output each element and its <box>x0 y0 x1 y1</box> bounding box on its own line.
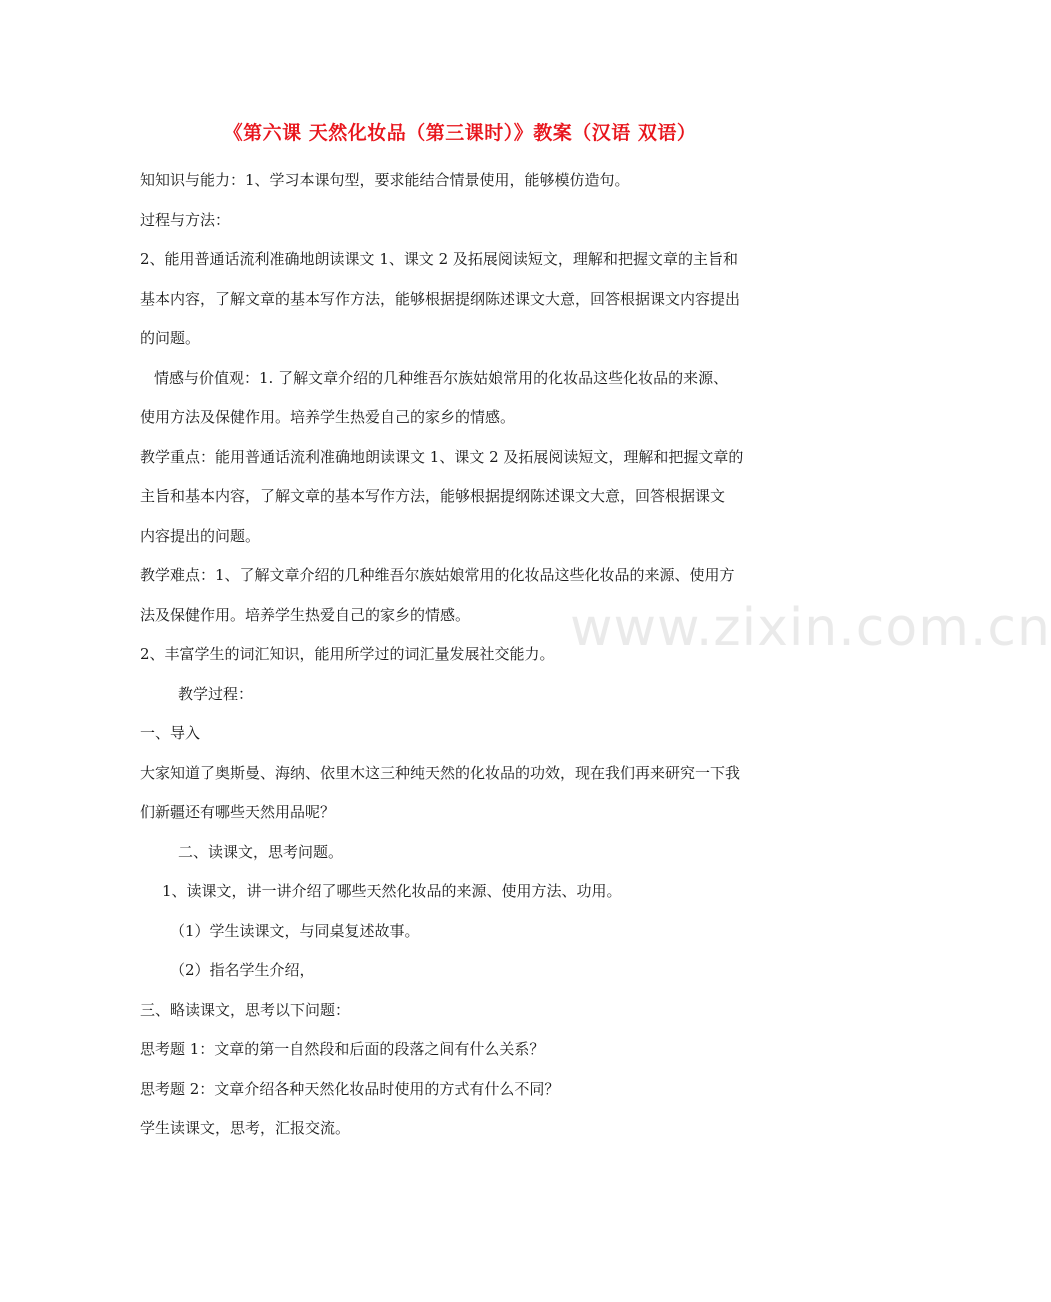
paragraph-knowledge-ability: 知知识与能力：1、学习本课句型，要求能结合情景使用，能够模仿造句。 <box>140 171 630 189</box>
document-title: 《第六课 天然化妆品（第三课时）》教案（汉语 双语） <box>223 122 697 144</box>
paragraph-question-1: 思考题 1：文章的第一自然段和后面的段落之间有什么关系？ <box>140 1040 545 1058</box>
paragraph-question-2: 思考题 2：文章介绍各种天然化妆品时使用的方式有什么不同？ <box>140 1079 560 1098</box>
paragraph-line: 内容提出的问题。 <box>140 526 261 545</box>
heading-teaching-process: 教学过程： <box>178 684 254 703</box>
paragraph-line: 法及保健作用。培养学生热爱自己的家乡的情感。 <box>140 605 471 624</box>
paragraph-line: 大家知道了奥斯曼、海纳、依里木这三种纯天然的化妆品的功效，现在我们再来研究一下我 <box>140 763 741 782</box>
paragraph-line: 学生读课文，思考，汇报交流。 <box>140 1119 351 1137</box>
document-body <box>140 161 784 1149</box>
paragraph-line: 主旨和基本内容，了解文章的基本写作方法，能够根据提纲陈述课文大意，回答根据课文 <box>140 487 726 505</box>
paragraph-teaching-focus: 教学重点：能用普通话流利准确地朗读课文 1、课文 2 及拓展阅读短文，理解和把握文章的 <box>140 447 744 466</box>
paragraph-line: 们新疆还有哪些天然用品呢？ <box>140 803 336 821</box>
paragraph-line: 基本内容，了解文章的基本写作方法，能够根据提纲陈述课文大意，回答根据课文内容提出 <box>140 289 741 308</box>
paragraph-step-1-2: （2）指名学生介绍， <box>170 961 315 979</box>
heading-process-method: 过程与方法： <box>140 210 231 229</box>
paragraph-step-1: 1、读课文，讲一讲介绍了哪些天然化妆品的来源、使用方法、功用。 <box>162 882 622 900</box>
paragraph-line: 使用方法及保健作用。培养学生热爱自己的家乡的情感。 <box>140 408 516 426</box>
heading-skim-text: 三、略读课文，思考以下问题： <box>140 1000 351 1019</box>
heading-read-text: 二、读课文，思考问题。 <box>178 842 344 861</box>
paragraph-emotion-values: 情感与价值观：1. 了解文章介绍的几种维吾尔族姑娘常用的化妆品这些化妆品的来源、 <box>154 368 729 387</box>
paragraph-line: 2、能用普通话流利准确地朗读课文 1、课文 2 及拓展阅读短文，理解和把握文章的主旨和 <box>140 250 738 268</box>
paragraph-line: 2、丰富学生的词汇知识，能用所学过的词汇量发展社交能力。 <box>140 645 555 663</box>
paragraph-step-1-1: （1）学生读课文，与同桌复述故事。 <box>170 921 420 940</box>
paragraph-teaching-difficulty: 教学难点：1、了解文章介绍的几种维吾尔族姑娘常用的化妆品这些化妆品的来源、使用方 <box>140 566 735 584</box>
paragraph-line: 的问题。 <box>140 329 201 347</box>
watermark: www.zixin.com.cn <box>570 598 1051 658</box>
heading-introduction: 一、导入 <box>140 724 201 742</box>
